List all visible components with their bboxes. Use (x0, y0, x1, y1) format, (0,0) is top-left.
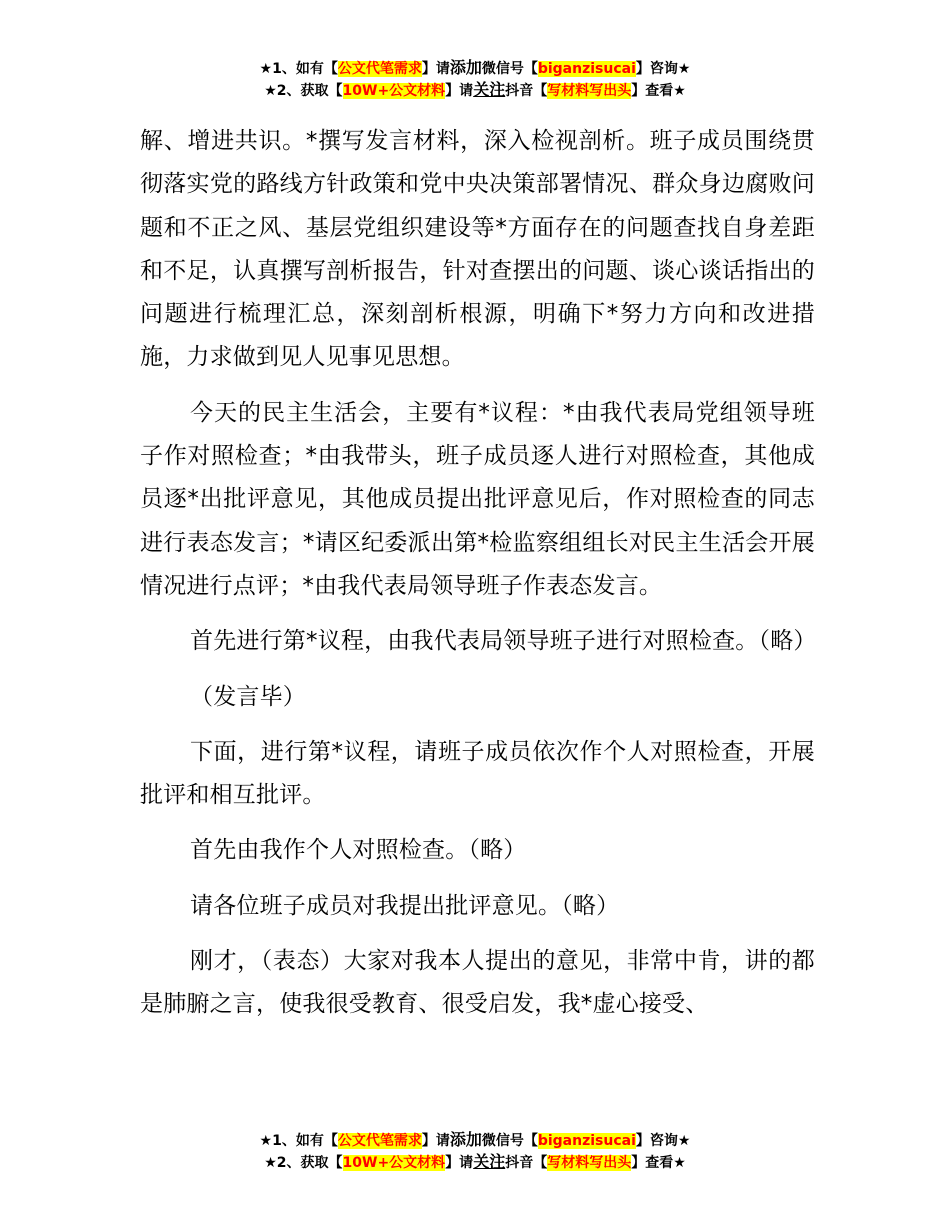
promo-text: 】咨询★ (635, 61, 691, 77)
body-paragraph: （发言毕） (190, 683, 306, 710)
promo-text: 抖音【 (505, 1155, 548, 1171)
promo-highlight: 10W+公文材料 (342, 1155, 446, 1171)
promo-text: 抖音【 (505, 83, 548, 99)
promo-emphasis: 添加 (449, 1130, 482, 1149)
promo-highlight: 公文代笔需求 (337, 61, 422, 77)
promo-text: ★2、获取【 (264, 83, 343, 99)
promo-text: 】请 (445, 83, 474, 99)
promo-text: 】请 (445, 1155, 474, 1171)
body-paragraph: 首先进行第*议程，由我代表局领导班子进行对照检查。（略） (190, 628, 817, 655)
wechat-id-highlight: biganzisucai (537, 1133, 636, 1149)
wechat-id-highlight: biganzisucai (537, 61, 636, 77)
promo-text: 微信号【 (481, 1133, 538, 1149)
body-paragraph: 今天的民主生活会，主要有*议程：*由我代表局党组领导班子作对照检查；*由我带头，班子成员逐人进行对照检查，其他成员逐*出批评意见，其他成员提出批评意见后，作对照检查的同志进行表态发言；*请区纪委派出第*检监察组组长对民主生活会开展情况进行点评；*由我代表局领导班子作表态发言。 (140, 399, 815, 599)
body-paragraph: 下面，进行第*议程，请班子成员依次作个人对照检查，开展批评和相互批评。 (140, 738, 815, 809)
promo-line-2 (0, 79, 950, 101)
promo-highlight: 公文代笔需求 (337, 1133, 422, 1149)
promo-text: ★1、如有【 (259, 61, 338, 77)
body-paragraph: 刚才，（表态）大家对我本人提出的意见，非常中肯，讲的都是肺腑之言，使我很受教育、很受启发，我*虚心接受、 (140, 948, 815, 1018)
promo-text: 】查看★ (631, 1155, 686, 1171)
body-paragraph: 首先由我作个人对照检查。（略） (190, 837, 527, 864)
promo-line-1 (0, 1129, 950, 1151)
document-body (140, 120, 815, 1039)
douyin-id-highlight: 写材料写出头 (547, 83, 632, 99)
promo-emphasis: 关注 (473, 80, 506, 99)
header-promo-banner (0, 57, 950, 101)
promo-line-1 (0, 57, 950, 79)
promo-text: 微信号【 (481, 61, 538, 77)
body-paragraph: 解、增进共识。*撰写发言材料，深入检视剖析。班子成员围绕贯彻落实党的路线方针政策和党中央决策部署情况、群众身边腐败问题和不正之风、基层党组织建设等*方面存在的问题查找自身差距和不足，认真撰写剖析报告，针对查摆出的问题、谈心谈话指出的问题进行梳理汇总，深刻剖析根源，明确下*努力方向和改进措施，力求做到见人见事见思想。 (140, 128, 815, 371)
promo-emphasis: 关注 (473, 1152, 506, 1171)
promo-text: ★2、获取【 (264, 1155, 343, 1171)
promo-text: 】咨询★ (635, 1133, 691, 1149)
promo-line-2 (0, 1151, 950, 1173)
promo-text: 】查看★ (631, 83, 686, 99)
promo-text: ★1、如有【 (259, 1133, 338, 1149)
body-paragraph: 请各位班子成员对我提出批评意见。（略） (190, 892, 620, 919)
douyin-id-highlight: 写材料写出头 (547, 1155, 632, 1171)
footer-promo-banner (0, 1129, 950, 1173)
promo-highlight: 10W+公文材料 (342, 83, 446, 99)
promo-emphasis: 添加 (449, 58, 482, 77)
promo-text: 】请 (421, 1133, 450, 1149)
promo-text: 】请 (421, 61, 450, 77)
